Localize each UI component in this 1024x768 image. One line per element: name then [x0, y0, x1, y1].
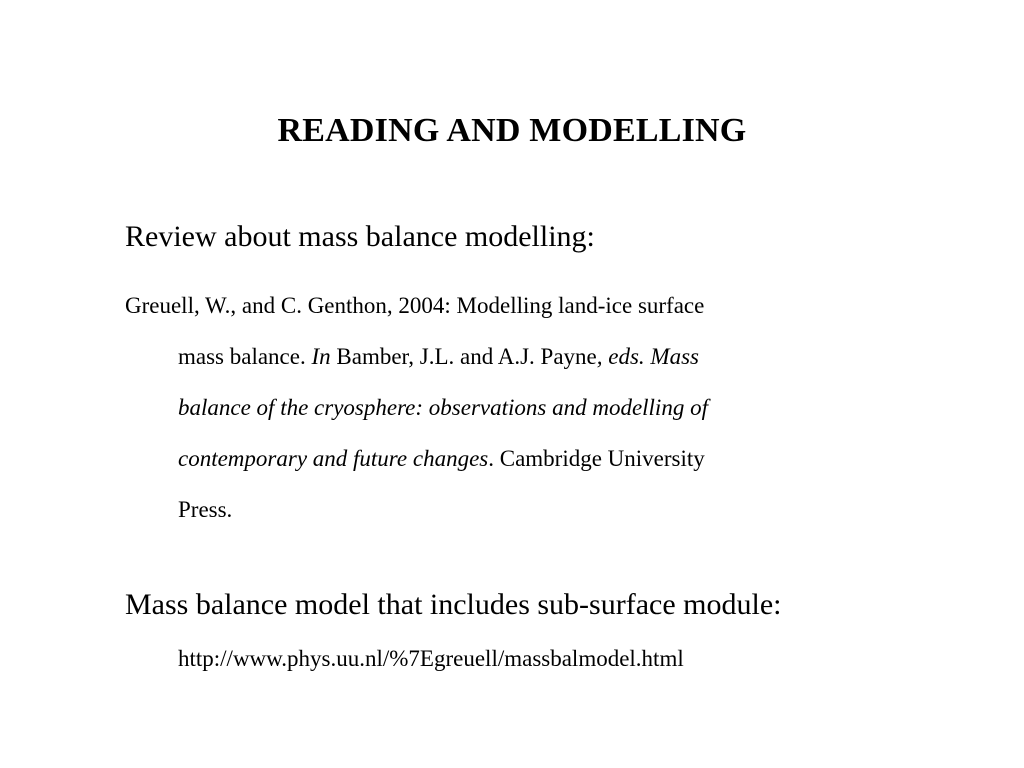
reference-editors: Bamber, J.L. and A.J. Payne — [330, 344, 597, 369]
reference-line-5: Press. — [178, 497, 233, 522]
reference-text: mass balance. — [178, 344, 312, 369]
model-url-link[interactable]: http://www.phys.uu.nl/%7Egreuell/massbalmodel.html — [178, 646, 684, 671]
reference-italic-eds: , eds. Mass — [596, 344, 699, 369]
reference-line-3: balance of the cryosphere: observations and modelling of — [178, 395, 708, 420]
reference-citation — [125, 280, 865, 535]
reference-line-1: Greuell, W., and C. Genthon, 2004: Modelling land-ice surface — [125, 293, 705, 318]
reference-line-2 — [125, 331, 865, 382]
slide-title: READING AND MODELLING — [277, 112, 747, 149]
reference-book-title: contemporary and future changes — [178, 446, 489, 471]
reference-line-4 — [125, 433, 865, 484]
review-heading: Review about mass balance modelling: — [125, 220, 595, 253]
model-heading: Mass balance model that includes sub-surface module: — [125, 588, 782, 621]
reference-publisher: . Cambridge University — [488, 446, 705, 471]
reference-italic-in: In — [311, 344, 331, 369]
